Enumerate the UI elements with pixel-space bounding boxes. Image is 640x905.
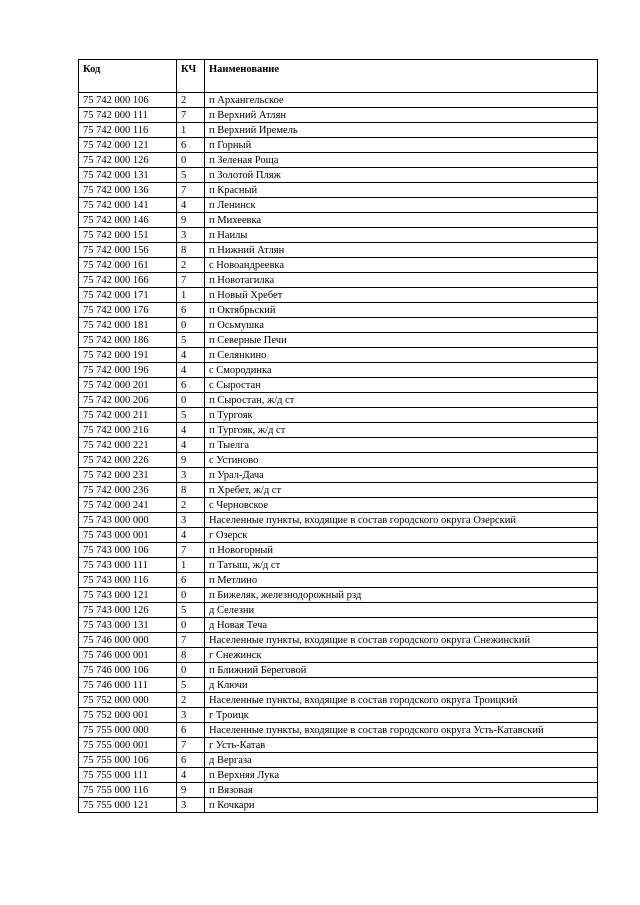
- table-row: [79, 138, 598, 153]
- cell-name: с Сыростан: [205, 378, 598, 393]
- table-row: [79, 408, 598, 423]
- table-row: [79, 708, 598, 723]
- cell-code: 75 743 000 121: [79, 588, 177, 603]
- cell-kch: 4: [177, 768, 205, 783]
- cell-kch: 6: [177, 723, 205, 738]
- cell-kch: 7: [177, 273, 205, 288]
- cell-name: п Вязовая: [205, 783, 598, 798]
- table-row: [79, 243, 598, 258]
- table-row: [79, 543, 598, 558]
- cell-kch: 0: [177, 393, 205, 408]
- cell-name: д Селезни: [205, 603, 598, 618]
- table-row: [79, 273, 598, 288]
- cell-code: 75 752 000 000: [79, 693, 177, 708]
- cell-code: 75 755 000 116: [79, 783, 177, 798]
- cell-kch: 6: [177, 138, 205, 153]
- header-name: Наименование: [205, 60, 598, 93]
- cell-kch: 2: [177, 498, 205, 513]
- cell-name: с Черновское: [205, 498, 598, 513]
- cell-code: 75 743 000 106: [79, 543, 177, 558]
- cell-name: п Октябрьский: [205, 303, 598, 318]
- cell-name: Населенные пункты, входящие в состав городского округа Троицкий: [205, 693, 598, 708]
- table-row: [79, 198, 598, 213]
- cell-name: п Тыелга: [205, 438, 598, 453]
- table-row: [79, 93, 598, 108]
- cell-name: п Новотагилка: [205, 273, 598, 288]
- table-row: [79, 183, 598, 198]
- table-row: [79, 468, 598, 483]
- okato-table: [78, 59, 598, 813]
- cell-code: 75 742 000 201: [79, 378, 177, 393]
- cell-kch: 9: [177, 213, 205, 228]
- table-row: [79, 423, 598, 438]
- cell-name: Населенные пункты, входящие в состав городского округа Снежинский: [205, 633, 598, 648]
- cell-kch: 8: [177, 243, 205, 258]
- cell-code: 75 743 000 000: [79, 513, 177, 528]
- cell-kch: 9: [177, 783, 205, 798]
- cell-code: 75 742 000 151: [79, 228, 177, 243]
- cell-name: п Бижеляк, железнодорожный рзд: [205, 588, 598, 603]
- cell-code: 75 755 000 001: [79, 738, 177, 753]
- cell-name: п Михеевка: [205, 213, 598, 228]
- table-row: [79, 153, 598, 168]
- cell-code: 75 742 000 236: [79, 483, 177, 498]
- table-row: [79, 363, 598, 378]
- cell-code: 75 755 000 000: [79, 723, 177, 738]
- cell-kch: 0: [177, 153, 205, 168]
- cell-code: 75 743 000 111: [79, 558, 177, 573]
- table-row: [79, 678, 598, 693]
- cell-kch: 6: [177, 753, 205, 768]
- cell-kch: 4: [177, 348, 205, 363]
- table-row: [79, 348, 598, 363]
- cell-name: п Новогорный: [205, 543, 598, 558]
- cell-kch: 4: [177, 363, 205, 378]
- cell-name: п Новый Хребет: [205, 288, 598, 303]
- cell-kch: 1: [177, 123, 205, 138]
- cell-code: 75 742 000 111: [79, 108, 177, 123]
- cell-name: с Новоандреевка: [205, 258, 598, 273]
- cell-kch: 4: [177, 438, 205, 453]
- cell-code: 75 743 000 001: [79, 528, 177, 543]
- table-row: [79, 123, 598, 138]
- table-row: [79, 288, 598, 303]
- cell-name: г Озерск: [205, 528, 598, 543]
- header-kch: КЧ: [177, 60, 205, 93]
- table-row: [79, 498, 598, 513]
- cell-code: 75 742 000 181: [79, 318, 177, 333]
- cell-name: п Селянкино: [205, 348, 598, 363]
- cell-name: п Урал-Дача: [205, 468, 598, 483]
- table-row: [79, 108, 598, 123]
- cell-code: 75 742 000 126: [79, 153, 177, 168]
- cell-name: п Архангельское: [205, 93, 598, 108]
- cell-code: 75 746 000 001: [79, 648, 177, 663]
- cell-kch: 7: [177, 108, 205, 123]
- cell-code: 75 742 000 156: [79, 243, 177, 258]
- cell-name: п Сыростан, ж/д ст: [205, 393, 598, 408]
- cell-code: 75 742 000 136: [79, 183, 177, 198]
- cell-kch: 1: [177, 558, 205, 573]
- table-row: [79, 633, 598, 648]
- cell-code: 75 742 000 106: [79, 93, 177, 108]
- cell-name: д Вергаза: [205, 753, 598, 768]
- cell-code: 75 742 000 166: [79, 273, 177, 288]
- cell-name: г Снежинск: [205, 648, 598, 663]
- table-row: [79, 213, 598, 228]
- cell-name: д Новая Теча: [205, 618, 598, 633]
- cell-name: п Горный: [205, 138, 598, 153]
- cell-kch: 5: [177, 408, 205, 423]
- cell-name: п Метлино: [205, 573, 598, 588]
- cell-name: г Усть-Катав: [205, 738, 598, 753]
- cell-code: 75 742 000 146: [79, 213, 177, 228]
- cell-code: 75 755 000 106: [79, 753, 177, 768]
- cell-code: 75 742 000 241: [79, 498, 177, 513]
- cell-kch: 5: [177, 678, 205, 693]
- cell-name: п Верхний Иремель: [205, 123, 598, 138]
- cell-code: 75 742 000 116: [79, 123, 177, 138]
- cell-kch: 7: [177, 633, 205, 648]
- cell-code: 75 742 000 221: [79, 438, 177, 453]
- cell-code: 75 755 000 121: [79, 798, 177, 813]
- cell-kch: 0: [177, 618, 205, 633]
- table-row: [79, 303, 598, 318]
- cell-code: 75 742 000 211: [79, 408, 177, 423]
- table-row: [79, 798, 598, 813]
- cell-kch: 2: [177, 93, 205, 108]
- cell-kch: 7: [177, 738, 205, 753]
- cell-code: 75 742 000 141: [79, 198, 177, 213]
- cell-kch: 3: [177, 468, 205, 483]
- table-row: [79, 618, 598, 633]
- table-row: [79, 168, 598, 183]
- cell-code: 75 752 000 001: [79, 708, 177, 723]
- cell-name: д Ключи: [205, 678, 598, 693]
- table-row: [79, 333, 598, 348]
- table-row: [79, 528, 598, 543]
- cell-kch: 5: [177, 333, 205, 348]
- cell-name: п Нижний Атлян: [205, 243, 598, 258]
- cell-name: п Красный: [205, 183, 598, 198]
- cell-name: Населенные пункты, входящие в состав городского округа Усть-Катавский: [205, 723, 598, 738]
- cell-code: 75 742 000 131: [79, 168, 177, 183]
- cell-code: 75 742 000 176: [79, 303, 177, 318]
- table-row: [79, 588, 598, 603]
- cell-code: 75 742 000 186: [79, 333, 177, 348]
- cell-code: 75 742 000 231: [79, 468, 177, 483]
- cell-kch: 4: [177, 198, 205, 213]
- cell-code: 75 746 000 111: [79, 678, 177, 693]
- cell-name: п Ленинск: [205, 198, 598, 213]
- cell-kch: 3: [177, 708, 205, 723]
- table-row: [79, 768, 598, 783]
- cell-name: с Устиново: [205, 453, 598, 468]
- cell-kch: 5: [177, 603, 205, 618]
- table-row: [79, 663, 598, 678]
- cell-kch: 6: [177, 303, 205, 318]
- cell-kch: 7: [177, 183, 205, 198]
- table-row: [79, 558, 598, 573]
- cell-kch: 5: [177, 168, 205, 183]
- table-row: [79, 483, 598, 498]
- cell-name: п Зеленая Роща: [205, 153, 598, 168]
- cell-code: 75 742 000 191: [79, 348, 177, 363]
- cell-kch: 8: [177, 648, 205, 663]
- cell-name: п Золотой Пляж: [205, 168, 598, 183]
- table-row: [79, 438, 598, 453]
- cell-name: п Кочкари: [205, 798, 598, 813]
- cell-name: п Верхняя Лука: [205, 768, 598, 783]
- cell-code: 75 755 000 111: [79, 768, 177, 783]
- cell-name: п Ближний Береговой: [205, 663, 598, 678]
- table-row: [79, 378, 598, 393]
- cell-kch: 6: [177, 378, 205, 393]
- cell-code: 75 746 000 000: [79, 633, 177, 648]
- cell-kch: 3: [177, 798, 205, 813]
- cell-kch: 4: [177, 528, 205, 543]
- table-row: [79, 393, 598, 408]
- cell-code: 75 743 000 126: [79, 603, 177, 618]
- cell-kch: 7: [177, 543, 205, 558]
- table-row: [79, 228, 598, 243]
- cell-kch: 4: [177, 423, 205, 438]
- cell-code: 75 742 000 196: [79, 363, 177, 378]
- cell-name: с Смородинка: [205, 363, 598, 378]
- cell-kch: 8: [177, 483, 205, 498]
- table-row: [79, 738, 598, 753]
- cell-name: п Северные Печи: [205, 333, 598, 348]
- table-row: [79, 573, 598, 588]
- cell-name: п Тургояк: [205, 408, 598, 423]
- cell-name: г Троицк: [205, 708, 598, 723]
- cell-code: 75 742 000 121: [79, 138, 177, 153]
- cell-kch: 0: [177, 318, 205, 333]
- cell-kch: 1: [177, 288, 205, 303]
- table-row: [79, 258, 598, 273]
- cell-code: 75 742 000 226: [79, 453, 177, 468]
- cell-code: 75 746 000 106: [79, 663, 177, 678]
- cell-code: 75 743 000 116: [79, 573, 177, 588]
- table-row: [79, 693, 598, 708]
- cell-name: п Осьмушка: [205, 318, 598, 333]
- table-row: [79, 783, 598, 798]
- cell-code: 75 742 000 161: [79, 258, 177, 273]
- cell-kch: 6: [177, 573, 205, 588]
- cell-name: п Татыш, ж/д ст: [205, 558, 598, 573]
- cell-kch: 9: [177, 453, 205, 468]
- cell-code: 75 742 000 216: [79, 423, 177, 438]
- cell-kch: 2: [177, 258, 205, 273]
- table-row: [79, 603, 598, 618]
- cell-code: 75 743 000 131: [79, 618, 177, 633]
- table-body: [79, 93, 598, 813]
- cell-name: Населенные пункты, входящие в состав городского округа Озерский: [205, 513, 598, 528]
- header-code: Код: [79, 60, 177, 93]
- cell-kch: 3: [177, 228, 205, 243]
- table-row: [79, 318, 598, 333]
- cell-kch: 3: [177, 513, 205, 528]
- table-row: [79, 648, 598, 663]
- table-row: [79, 723, 598, 738]
- table-row: [79, 513, 598, 528]
- cell-name: п Верхний Атлян: [205, 108, 598, 123]
- cell-kch: 2: [177, 693, 205, 708]
- cell-kch: 0: [177, 663, 205, 678]
- cell-name: п Наилы: [205, 228, 598, 243]
- table-row: [79, 453, 598, 468]
- cell-code: 75 742 000 206: [79, 393, 177, 408]
- table-row: [79, 753, 598, 768]
- cell-name: п Хребет, ж/д ст: [205, 483, 598, 498]
- cell-code: 75 742 000 171: [79, 288, 177, 303]
- cell-name: п Тургояк, ж/д ст: [205, 423, 598, 438]
- cell-kch: 0: [177, 588, 205, 603]
- table-header-row: [79, 60, 598, 93]
